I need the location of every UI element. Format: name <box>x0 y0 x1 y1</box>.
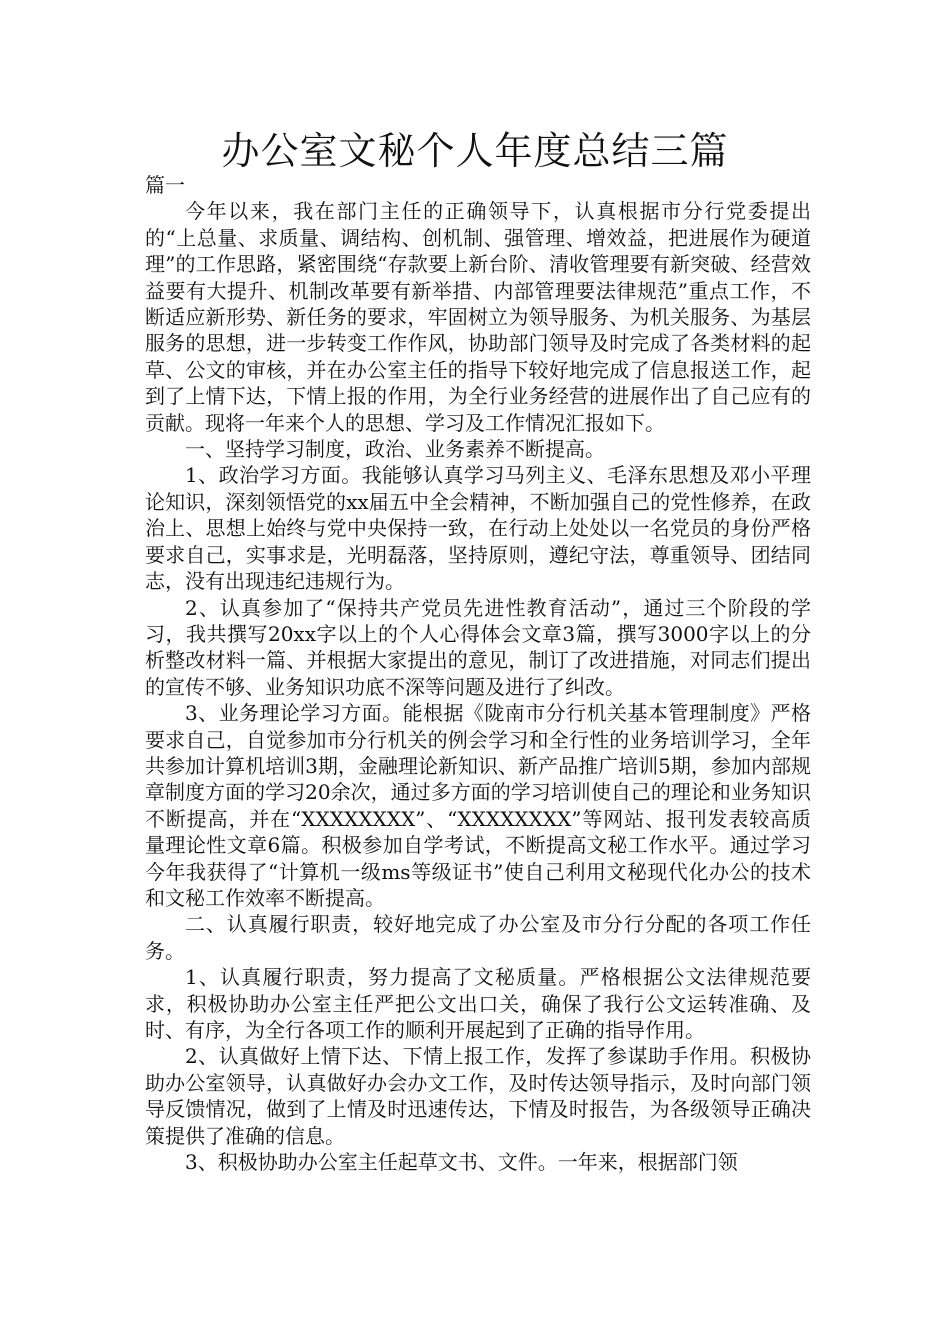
section-label: 篇一 <box>145 173 185 197</box>
paragraph-1-2: 2、认真参加了“保持共产党员先进性教育活动”，通过三个阶段的学习，我共撰写20xx字以上的个人心得体会文章3篇，撰写3000字以上的分析整改材料一篇、并根据大家提出的意见，制订了改进措施，对同志们提出的宣传不够、业务知识功底不深等问题及进行了纠改。 <box>145 595 811 699</box>
paragraph-2-1: 1、认真履行职责，努力提高了文秘质量。严格根据公文法律规范要求，积极协助办公室主任严把公文出口关，确保了我行公文运转准确、及时、有序，为全行各项工作的顺利开展起到了正确的指导作用。 <box>145 965 811 1042</box>
paragraph-intro: 今年以来，我在部门主任的正确领导下，认真根据市分行党委提出的“上总量、求质量、调结构、创机制、强管理、增效益，把进展作为硬道理”的工作思路，紧密围绕“存款要上新台阶、清收管理要有新突破、经营效益要有大提升、机制改革要有新举措、内部管理要法律规范”重点工作，不断适应新形势、新任务的要求，牢固树立为领导服务、为机关服务、为基层服务的思想，进一步转变工作作风，协助部门领导及时完成了各类材料的起草、公文的审核，并在办公室主任的指导下较好地完成了信息报送工作，起到了上情下达，下情上报的作用，为全行业务经营的进展作出了自己应有的贡献。现将一年来个人的思想、学习及工作情况汇报如下。 <box>145 199 811 435</box>
document-title: 办公室文秘个人年度总结三篇 <box>221 129 729 173</box>
paragraph-1-1: 1、政治学习方面。我能够认真学习马列主义、毛泽东思想及邓小平理论知识，深刻领悟党的xx届五中全会精神，不断加强自己的党性修养，在政治上、思想上始终与党中央保持一致，在行动上处处以一名党员的身份严格要求自己，实事求是，光明磊落，坚持原则，遵纪守法，尊重领导、团结同志，没有出现违纪违规行为。 <box>145 463 811 594</box>
paragraph-2-2: 2、认真做好上情下达、下情上报工作，发挥了参谋助手作用。积极协助办公室领导，认真做好办会办文工作，及时传达领导指示，及时向部门领导反馈情况，做到了上情及时迅速传达，下情及时报告，为各级领导正确决策提供了准确的信息。 <box>145 1044 811 1148</box>
paragraph-heading-2: 二、认真履行职责，较好地完成了办公室及市分行分配的各项工作任务。 <box>145 912 811 963</box>
paragraph-heading-1: 一、坚持学习制度，政治、业务素养不断提高。 <box>185 437 605 462</box>
document-body <box>145 172 811 1175</box>
paragraph-2-3: 3、积极协助办公室主任起草文书、文件。一年来，根据部门领 <box>185 1150 738 1175</box>
paragraph-1-3: 3、业务理论学习方面。能根据《陇南市分行机关基本管理制度》严格要求自己，自觉参加市分行机关的例会学习和全行性的业务培训学习，全年共参加计算机培训3期，金融理论新知识、新产品推广培训5期，参加内部规章制度方面的学习20余次，通过多方面的学习培训使自己的理论和业务知识不断提高，并在“XXXXXXXX”、“XXXXXXXX”等网站、报刊发表较高质量理论性文章6篇。积极参加自学考试，不断提高文秘工作水平。通过学习今年我获得了“计算机一级ms等级证书”使自己利用文秘现代化办公的技术和文秘工作效率不断提高。 <box>145 701 811 910</box>
